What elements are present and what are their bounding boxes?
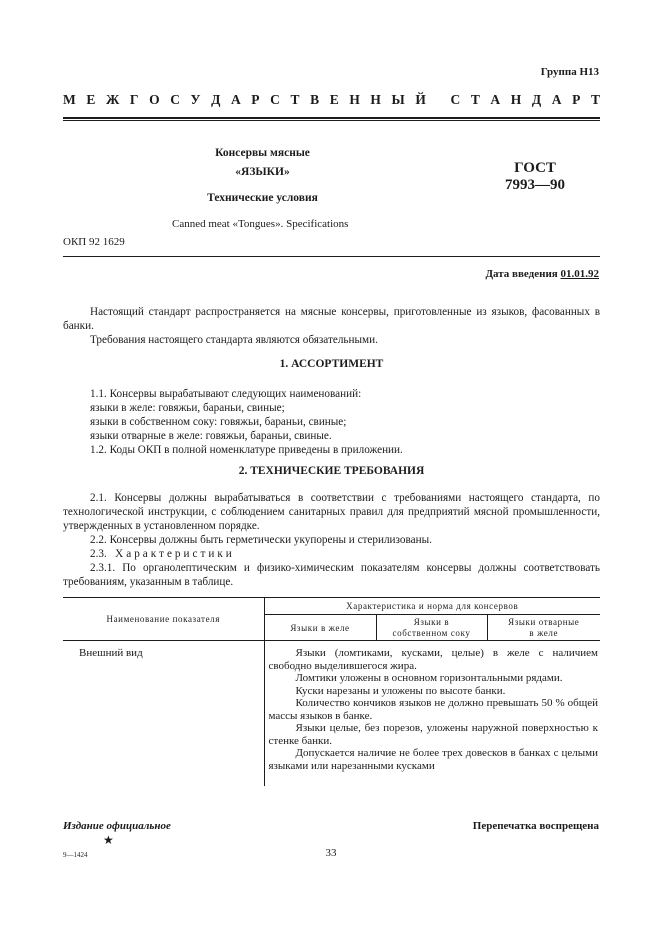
heading-letter: Й (415, 92, 426, 107)
heading-letter: А (551, 92, 562, 107)
heading-letter: С (450, 92, 461, 107)
title-line-2: «ЯЗЫКИ» (235, 166, 290, 178)
paragraph-2-2: 2.2. Консервы должны быть герметически укупорены и стерилизованы. (90, 534, 432, 546)
row-paragraph: Ломтики уложены в основном горизонтальными рядами. (295, 672, 563, 684)
section-1-line: 1.2. Коды ОКП в полной номенклатуре приведены в приложении. (90, 444, 403, 456)
spec-table (63, 597, 600, 786)
intro-paragraph-1: Настоящий стандарт распространяется на мясные консервы, приготовленные из языков, фасованных в банки. (63, 306, 600, 332)
heading-letter: М (63, 92, 76, 107)
gost-number: 7993—90 (505, 177, 565, 193)
col-header-indicator: Наименование показателя (63, 598, 264, 641)
title-line-1: Консервы мясные (215, 147, 310, 159)
table-row (63, 641, 600, 786)
row-indicator: Внешний вид (63, 641, 264, 786)
heading-letter: Р (572, 92, 581, 107)
group-code: Группа Н13 (540, 66, 599, 78)
heading-letter: Е (86, 92, 96, 107)
edition-official: Издание официальное (63, 820, 171, 832)
heading-letter: У (190, 92, 201, 107)
okp-rule (63, 256, 600, 257)
heading-letter: Т (590, 92, 600, 107)
heading-letter: С (170, 92, 180, 107)
page-number: 33 (325, 847, 337, 859)
okp-code: ОКП 92 1629 (63, 236, 125, 248)
heading-letter: Д (211, 92, 221, 107)
heading-letter: Т (290, 92, 300, 107)
paragraph-2-3-1: 2.3.1. По органолептическим и физико-химическим показателям консервы должны соответствовать требованиям, указанным в таблице. (63, 562, 600, 588)
english-title: Canned meat «Tongues». Specifications (172, 218, 349, 230)
heading-letter: Р (251, 92, 260, 107)
heading-letter: Н (349, 92, 360, 107)
col-header-boiled: Языки отварные в желе (487, 615, 600, 641)
heading-letter: Г (129, 92, 139, 107)
section-1-line: языки в собственном соку: говяжьи, бараньи, свиные; (90, 416, 347, 428)
heading-letter: Т (470, 92, 480, 107)
star-icon: ★ (103, 833, 114, 847)
row-paragraph: Количество кончиков языков не должно превышать 50 % общей массы языков в банке. (268, 697, 598, 722)
row-value (264, 641, 600, 786)
section-1-heading: 1. АССОРТИМЕНТ (279, 358, 384, 370)
paragraph-2-3 (63, 547, 600, 561)
intro-date-label: Дата введения (485, 268, 558, 280)
section-1-line: языки отварные в желе: говяжьи, бараньи, свиные. (90, 430, 332, 442)
heading-letter: Д (531, 92, 542, 107)
col-header-group: Характеристика и норма для консервов (264, 598, 600, 615)
row-paragraph: Допускается наличие не более трех довесков в банках с целыми языками или нарезанными кусками (268, 747, 598, 772)
intro-date-value: 01.01.92 (560, 268, 599, 280)
header-rule-thin (63, 120, 600, 121)
row-paragraph: Языки целые, без порезов, уложены наружной поверхностью к стенке банки. (268, 722, 598, 747)
section-1-line: языки в желе: говяжьи, бараньи, свиные; (90, 402, 285, 414)
heading-letter: Ж (105, 92, 120, 107)
gost-label: ГОСТ (514, 160, 556, 176)
header-rule-thick (63, 117, 600, 119)
intro-date (485, 268, 599, 280)
heading-letter: А (230, 92, 241, 107)
interstate-standard-heading (63, 92, 600, 108)
heading-letter: Н (510, 92, 522, 107)
row-paragraph: Куски нарезаны и уложены по высоте банки. (295, 684, 506, 697)
row-paragraph: Языки (ломтиками, кусками, целые) в желе с наличием свободно выделившегося жира. (268, 647, 598, 672)
col-header-own-juice: Языки в собственном соку (376, 615, 487, 641)
reprint-prohibited: Перепечатка воспрещена (472, 820, 599, 832)
heading-letter (437, 92, 440, 108)
paragraph-2-3-title: Характеристики (115, 548, 235, 560)
section-2-heading: 2. ТЕХНИЧЕСКИЕ ТРЕБОВАНИЯ (238, 465, 425, 477)
section-1-line: 1.1. Консервы вырабатывают следующих наименований: (90, 388, 362, 400)
heading-letter: Н (370, 92, 381, 107)
publication-code: 9—1424 (63, 851, 88, 859)
paragraph-2-1: 2.1. Консервы должны вырабатываться в соответствии с требованиями настоящего стандарта, по технологической инструкции, с соблюдением санитарных правил для предприятий мясной промышленности, утвержденных в установленном порядке. (63, 492, 600, 532)
heading-letter: Е (329, 92, 339, 107)
title-line-3: Технические условия (207, 192, 318, 204)
heading-letter: Ы (391, 92, 405, 107)
heading-letter: А (490, 92, 501, 107)
col-header-jelly: Языки в желе (264, 615, 376, 641)
heading-letter: С (270, 92, 280, 107)
intro-paragraph-2: Требования настоящего стандарта являются обязательными. (90, 334, 378, 346)
heading-letter: В (310, 92, 320, 107)
paragraph-2-3-number: 2.3. (90, 548, 107, 560)
heading-letter: О (149, 92, 160, 107)
